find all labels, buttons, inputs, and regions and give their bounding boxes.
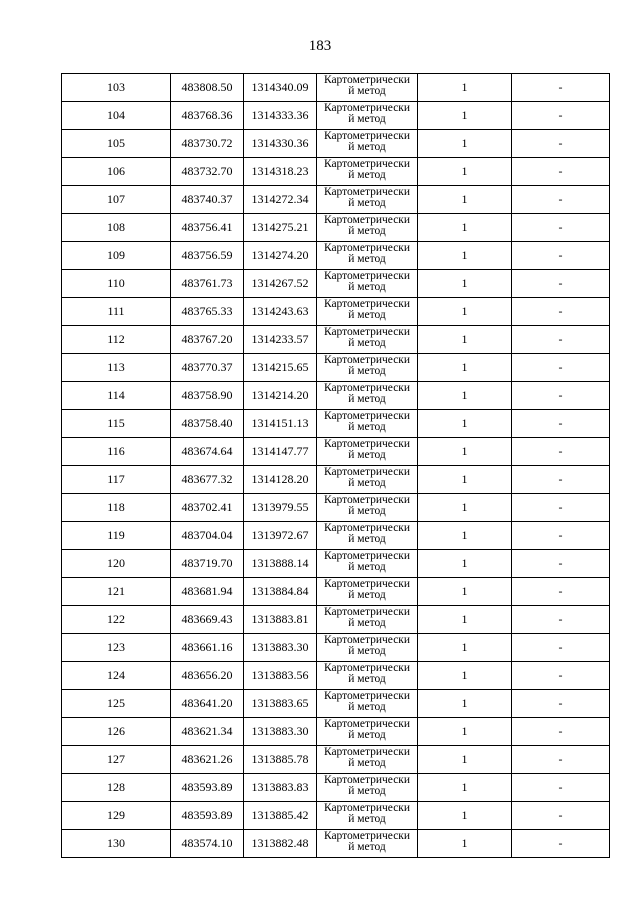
point-number-cell: 124 [62, 662, 171, 690]
note-cell: - [512, 606, 610, 634]
table-row [62, 298, 610, 326]
table-row [62, 690, 610, 718]
point-number-cell: 105 [62, 130, 171, 158]
y-coordinate-cell: 1313884.84 [244, 578, 317, 606]
y-coordinate-cell: 1314318.23 [244, 158, 317, 186]
precision-cell: 1 [418, 578, 512, 606]
precision-cell: 1 [418, 130, 512, 158]
point-number-cell: 119 [62, 522, 171, 550]
table-row [62, 270, 610, 298]
y-coordinate-cell: 1313883.81 [244, 606, 317, 634]
table-row [62, 214, 610, 242]
note-cell: - [512, 774, 610, 802]
table-row [62, 382, 610, 410]
point-number-cell: 118 [62, 494, 171, 522]
method-cell: Картометрически й метод [317, 522, 418, 550]
x-coordinate-cell: 483593.89 [171, 802, 244, 830]
precision-cell: 1 [418, 830, 512, 858]
precision-cell: 1 [418, 270, 512, 298]
method-cell: Картометрически й метод [317, 634, 418, 662]
point-number-cell: 127 [62, 746, 171, 774]
precision-cell: 1 [418, 774, 512, 802]
note-cell: - [512, 186, 610, 214]
table-row [62, 494, 610, 522]
x-coordinate-cell: 483768.36 [171, 102, 244, 130]
table-row [62, 662, 610, 690]
table-row [62, 158, 610, 186]
note-cell: - [512, 158, 610, 186]
x-coordinate-cell: 483756.59 [171, 242, 244, 270]
point-number-cell: 107 [62, 186, 171, 214]
point-number-cell: 114 [62, 382, 171, 410]
point-number-cell: 122 [62, 606, 171, 634]
method-cell: Картометрически й метод [317, 690, 418, 718]
precision-cell: 1 [418, 606, 512, 634]
x-coordinate-cell: 483765.33 [171, 298, 244, 326]
y-coordinate-cell: 1314128.20 [244, 466, 317, 494]
y-coordinate-cell: 1314333.36 [244, 102, 317, 130]
method-cell: Картометрически й метод [317, 354, 418, 382]
point-number-cell: 112 [62, 326, 171, 354]
note-cell: - [512, 634, 610, 662]
note-cell: - [512, 382, 610, 410]
note-cell: - [512, 214, 610, 242]
method-cell: Картометрически й метод [317, 802, 418, 830]
table-row [62, 326, 610, 354]
point-number-cell: 125 [62, 690, 171, 718]
precision-cell: 1 [418, 214, 512, 242]
y-coordinate-cell: 1313883.65 [244, 690, 317, 718]
note-cell: - [512, 830, 610, 858]
x-coordinate-cell: 483704.04 [171, 522, 244, 550]
x-coordinate-cell: 483574.10 [171, 830, 244, 858]
table-row [62, 746, 610, 774]
x-coordinate-cell: 483661.16 [171, 634, 244, 662]
point-number-cell: 117 [62, 466, 171, 494]
x-coordinate-cell: 483656.20 [171, 662, 244, 690]
point-number-cell: 120 [62, 550, 171, 578]
x-coordinate-cell: 483770.37 [171, 354, 244, 382]
method-cell: Картометрически й метод [317, 746, 418, 774]
note-cell: - [512, 718, 610, 746]
precision-cell: 1 [418, 746, 512, 774]
x-coordinate-cell: 483758.40 [171, 410, 244, 438]
table-row [62, 410, 610, 438]
table-row [62, 130, 610, 158]
table-row [62, 74, 610, 102]
method-cell: Картометрически й метод [317, 298, 418, 326]
x-coordinate-cell: 483740.37 [171, 186, 244, 214]
point-number-cell: 111 [62, 298, 171, 326]
table-row [62, 522, 610, 550]
precision-cell: 1 [418, 438, 512, 466]
method-cell: Картометрически й метод [317, 158, 418, 186]
note-cell: - [512, 74, 610, 102]
precision-cell: 1 [418, 354, 512, 382]
table-row [62, 774, 610, 802]
y-coordinate-cell: 1314233.57 [244, 326, 317, 354]
x-coordinate-cell: 483758.90 [171, 382, 244, 410]
x-coordinate-cell: 483681.94 [171, 578, 244, 606]
precision-cell: 1 [418, 242, 512, 270]
precision-cell: 1 [418, 634, 512, 662]
table-row [62, 578, 610, 606]
page-number: 183 [308, 38, 332, 54]
y-coordinate-cell: 1313882.48 [244, 830, 317, 858]
method-cell: Картометрически й метод [317, 186, 418, 214]
y-coordinate-cell: 1314272.34 [244, 186, 317, 214]
x-coordinate-cell: 483669.43 [171, 606, 244, 634]
point-number-cell: 130 [62, 830, 171, 858]
note-cell: - [512, 354, 610, 382]
method-cell: Картометрически й метод [317, 774, 418, 802]
point-number-cell: 126 [62, 718, 171, 746]
x-coordinate-cell: 483677.32 [171, 466, 244, 494]
point-number-cell: 104 [62, 102, 171, 130]
point-number-cell: 129 [62, 802, 171, 830]
precision-cell: 1 [418, 102, 512, 130]
method-cell: Картометрически й метод [317, 74, 418, 102]
note-cell: - [512, 578, 610, 606]
point-number-cell: 123 [62, 634, 171, 662]
note-cell: - [512, 522, 610, 550]
x-coordinate-cell: 483730.72 [171, 130, 244, 158]
precision-cell: 1 [418, 466, 512, 494]
y-coordinate-cell: 1313883.30 [244, 718, 317, 746]
table-row [62, 354, 610, 382]
note-cell: - [512, 662, 610, 690]
note-cell: - [512, 746, 610, 774]
method-cell: Картометрически й метод [317, 578, 418, 606]
precision-cell: 1 [418, 690, 512, 718]
point-number-cell: 116 [62, 438, 171, 466]
x-coordinate-cell: 483702.41 [171, 494, 244, 522]
y-coordinate-cell: 1314215.65 [244, 354, 317, 382]
note-cell: - [512, 466, 610, 494]
method-cell: Картометрически й метод [317, 550, 418, 578]
y-coordinate-cell: 1314151.13 [244, 410, 317, 438]
y-coordinate-cell: 1314340.09 [244, 74, 317, 102]
table-row [62, 186, 610, 214]
table-row [62, 550, 610, 578]
method-cell: Картометрически й метод [317, 494, 418, 522]
y-coordinate-cell: 1313972.67 [244, 522, 317, 550]
point-number-cell: 113 [62, 354, 171, 382]
y-coordinate-cell: 1313883.56 [244, 662, 317, 690]
x-coordinate-cell: 483732.70 [171, 158, 244, 186]
method-cell: Картометрически й метод [317, 102, 418, 130]
precision-cell: 1 [418, 494, 512, 522]
note-cell: - [512, 326, 610, 354]
x-coordinate-cell: 483641.20 [171, 690, 244, 718]
method-cell: Картометрически й метод [317, 466, 418, 494]
y-coordinate-cell: 1314267.52 [244, 270, 317, 298]
table-row [62, 718, 610, 746]
method-cell: Картометрически й метод [317, 214, 418, 242]
method-cell: Картометрически й метод [317, 438, 418, 466]
y-coordinate-cell: 1313883.30 [244, 634, 317, 662]
note-cell: - [512, 102, 610, 130]
x-coordinate-cell: 483621.34 [171, 718, 244, 746]
precision-cell: 1 [418, 158, 512, 186]
x-coordinate-cell: 483674.64 [171, 438, 244, 466]
x-coordinate-cell: 483767.20 [171, 326, 244, 354]
x-coordinate-cell: 483593.89 [171, 774, 244, 802]
method-cell: Картометрически й метод [317, 270, 418, 298]
method-cell: Картометрически й метод [317, 662, 418, 690]
method-cell: Картометрически й метод [317, 326, 418, 354]
y-coordinate-cell: 1314275.21 [244, 214, 317, 242]
point-number-cell: 108 [62, 214, 171, 242]
precision-cell: 1 [418, 802, 512, 830]
table-row [62, 438, 610, 466]
note-cell: - [512, 494, 610, 522]
table-body [62, 74, 610, 858]
method-cell: Картометрически й метод [317, 606, 418, 634]
y-coordinate-cell: 1313885.42 [244, 802, 317, 830]
note-cell: - [512, 410, 610, 438]
x-coordinate-cell: 483761.73 [171, 270, 244, 298]
table-row [62, 802, 610, 830]
precision-cell: 1 [418, 186, 512, 214]
coordinates-table [61, 73, 610, 858]
table-row [62, 606, 610, 634]
point-number-cell: 128 [62, 774, 171, 802]
y-coordinate-cell: 1314147.77 [244, 438, 317, 466]
method-cell: Картометрически й метод [317, 718, 418, 746]
point-number-cell: 121 [62, 578, 171, 606]
method-cell: Картометрически й метод [317, 382, 418, 410]
method-cell: Картометрически й метод [317, 130, 418, 158]
y-coordinate-cell: 1313979.55 [244, 494, 317, 522]
table-row [62, 634, 610, 662]
precision-cell: 1 [418, 74, 512, 102]
note-cell: - [512, 298, 610, 326]
method-cell: Картометрически й метод [317, 830, 418, 858]
note-cell: - [512, 802, 610, 830]
precision-cell: 1 [418, 326, 512, 354]
x-coordinate-cell: 483808.50 [171, 74, 244, 102]
note-cell: - [512, 242, 610, 270]
y-coordinate-cell: 1314274.20 [244, 242, 317, 270]
note-cell: - [512, 438, 610, 466]
y-coordinate-cell: 1314330.36 [244, 130, 317, 158]
note-cell: - [512, 270, 610, 298]
method-cell: Картометрически й метод [317, 410, 418, 438]
x-coordinate-cell: 483756.41 [171, 214, 244, 242]
point-number-cell: 106 [62, 158, 171, 186]
x-coordinate-cell: 483719.70 [171, 550, 244, 578]
point-number-cell: 110 [62, 270, 171, 298]
y-coordinate-cell: 1313883.83 [244, 774, 317, 802]
precision-cell: 1 [418, 522, 512, 550]
method-cell: Картометрически й метод [317, 242, 418, 270]
y-coordinate-cell: 1313885.78 [244, 746, 317, 774]
precision-cell: 1 [418, 662, 512, 690]
note-cell: - [512, 550, 610, 578]
precision-cell: 1 [418, 382, 512, 410]
point-number-cell: 103 [62, 74, 171, 102]
y-coordinate-cell: 1314243.63 [244, 298, 317, 326]
table-row [62, 830, 610, 858]
point-number-cell: 109 [62, 242, 171, 270]
point-number-cell: 115 [62, 410, 171, 438]
table-row [62, 466, 610, 494]
y-coordinate-cell: 1314214.20 [244, 382, 317, 410]
y-coordinate-cell: 1313888.14 [244, 550, 317, 578]
precision-cell: 1 [418, 410, 512, 438]
precision-cell: 1 [418, 298, 512, 326]
table-row [62, 102, 610, 130]
precision-cell: 1 [418, 718, 512, 746]
x-coordinate-cell: 483621.26 [171, 746, 244, 774]
precision-cell: 1 [418, 550, 512, 578]
note-cell: - [512, 130, 610, 158]
note-cell: - [512, 690, 610, 718]
table-row [62, 242, 610, 270]
